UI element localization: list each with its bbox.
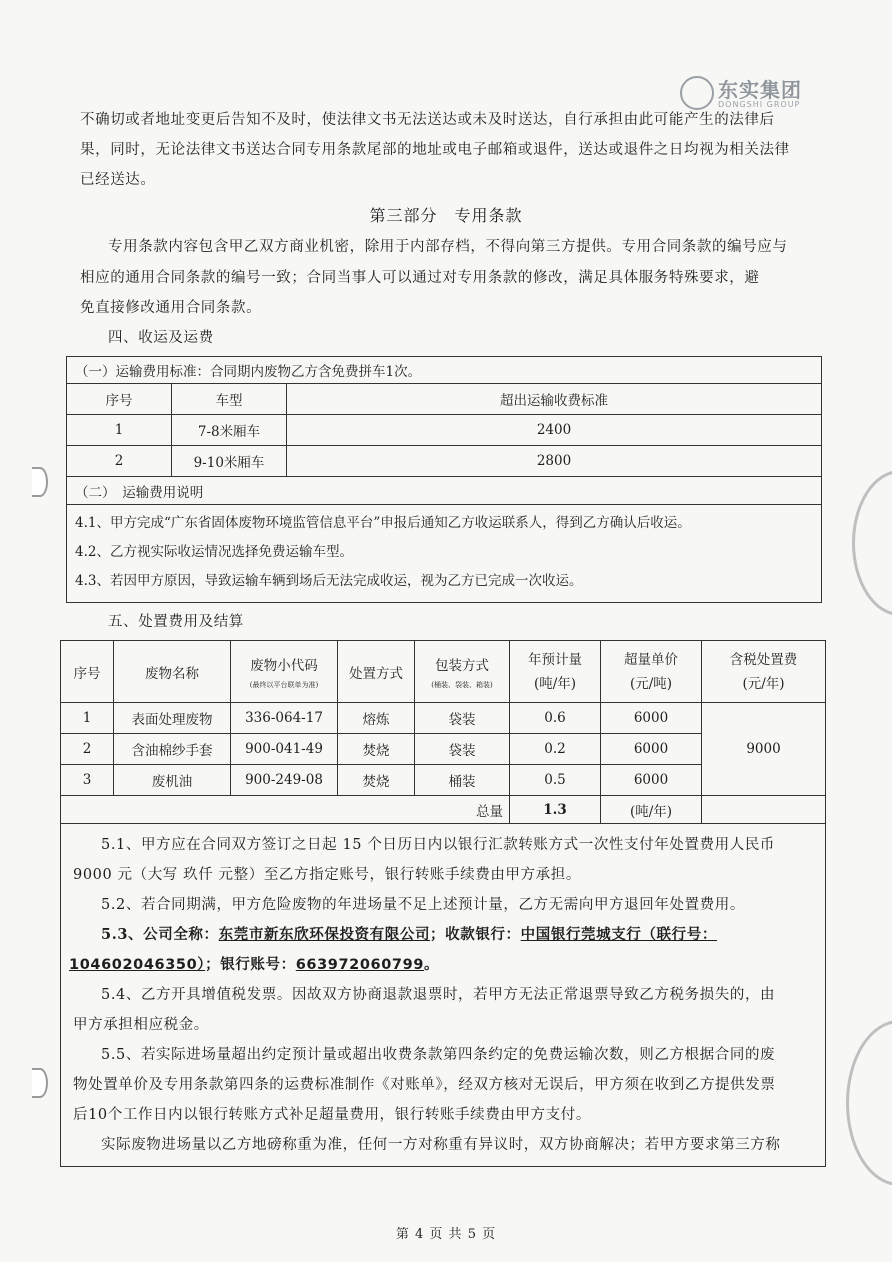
part-desc-line-2: 相应的通用合同条款的编号一致；合同当事人可以通过对专用条款的修改，满足具体服务特殊要求，避 [80,270,760,286]
intro-line-1: 不确切或者地址变更后告知不及时，使法律文书无法送达或未及时送达，自行承担由此可能产生的法律后 [80,112,775,128]
settlement-clauses [61,824,826,1167]
clause-5-3-bankno: 104602046350） [69,957,206,973]
clause-5-1-b: 9000 元（大写 玖仟 元整）至乙方指定账号，银行转账手续费由甲方承担。 [73,867,581,883]
transport-row-fee: 2400 [287,415,822,446]
disposal-header-fee [702,641,826,703]
part-desc-line-1: 专用条款内容包含甲乙双方商业机密，除用于内部存档，不得向第三方提供。专用合同条款的编号应与 [108,239,788,255]
disposal-header-amount-label: 年预计量 [528,651,582,668]
transport-notes [67,505,822,603]
disposal-row-amount: 0.6 [510,703,601,734]
disposal-table [60,640,826,1167]
disposal-row-package: 桶装 [415,765,510,796]
disposal-header-code-note: (最终以平台联单为准) [249,680,319,689]
intro-line-2: 果，同时，无论法律文书送达合同专用条款尾部的地址或电子邮箱或退件，送达或退件之日均视为相关法律 [80,142,790,158]
transport-header-fee: 超出运输收费标准 [287,384,822,415]
punch-hole-icon [32,1068,48,1098]
disposal-header-name: 废物名称 [114,641,231,703]
transport-row-type: 7-8米厢车 [172,415,287,446]
clause-5-3-label-2: ；收款银行： [430,926,521,943]
clause-5-3 [61,920,825,950]
disposal-header-amount [510,641,601,703]
transport-note-3: 4.3、若因甲方原因，导致运输车辆到场后无法完成收运，视为乙方已完成一次收运。 [75,573,583,589]
transport-row-no: 2 [67,446,172,477]
disposal-header-fee-label: 含税处置费 [729,651,798,668]
disposal-row-name: 废机油 [114,765,231,796]
disposal-row-price: 6000 [601,765,702,796]
disposal-row-name: 表面处理废物 [114,703,231,734]
transport-note-1: 4.1、甲方完成“广东省固体废物环境监管信息平台”申报后通知乙方收运联系人，得到乙方确认后收运。 [75,515,691,531]
disposal-row-code: 900-249-08 [231,765,338,796]
disposal-row-name: 含油棉纱手套 [114,734,231,765]
logo-circle-icon [680,76,714,110]
disposal-row-amount: 0.2 [510,734,601,765]
disposal-header-price [601,641,702,703]
intro-line-3: 已经送达。 [80,172,156,188]
transport-row-fee: 2800 [287,446,822,477]
disposal-header-fee-unit: (元/年) [742,675,785,692]
disposal-row-method: 熔炼 [338,703,415,734]
transport-header-no: 序号 [67,384,172,415]
clause-5-1-a: 5.1、甲方应在合同双方签订之日起 15 个日历日内以银行汇款转账方式一次性支付年处置费用人民币 [101,837,776,853]
clause-5-4-b: 甲方承担相应税金。 [73,1017,209,1033]
disposal-total-label: 总量 [61,796,510,824]
disposal-header-price-label: 超量单价 [624,651,678,668]
disposal-row-amount: 0.5 [510,765,601,796]
punch-hole-icon [32,467,48,497]
disposal-header-price-unit: (元/吨) [629,675,673,692]
transport-row-no: 1 [67,415,172,446]
logo-subtext: DONGSHI GROUP [718,100,801,109]
page-footer: 第 4 页 共 5 页 [395,1227,497,1242]
clause-5-2: 5.2、若合同期满，甲方危险废物的年进场量不足上述预计量，乙方无需向甲方退回年处置费用。 [101,897,745,913]
clause-5-5-a: 5.5、若实际进场量超出约定预计量或超出收费条款第四条约定的免费运输次数，则乙方根据合同的废 [101,1047,776,1063]
transport-note-2: 4.2、乙方视实际收运情况选择免费运输车型。 [75,544,353,560]
company-logo [680,74,820,114]
disposal-header-code [231,641,338,703]
table-row [61,703,826,734]
seal-stamp-icon [846,1020,892,1186]
disposal-total-fee: 9000 [702,703,826,796]
section4-title: 四、收运及运费 [108,330,214,346]
clause-5-3-label-3: ；银行账号： [205,957,296,973]
disposal-total-amount: 1.3 [510,796,601,824]
disposal-row-price: 6000 [601,703,702,734]
disposal-row-price: 6000 [601,734,702,765]
disposal-row-no: 3 [61,765,114,796]
disposal-header-method: 处置方式 [338,641,415,703]
clause-5-4-a: 5.4、乙方开具增值税发票。因故双方协商退款退票时，若甲方无法正常退票导致乙方税务损失的，由 [101,987,776,1003]
disposal-row-no: 1 [61,703,114,734]
transport-standard: （一）运输费用标准：合同期内废物乙方含免费拼车1次。 [67,357,822,384]
disposal-header-code-label: 废物小代码 [250,657,318,674]
clause-5-3-bank: 中国银行莞城支行（联行号： [520,926,717,943]
disposal-header-no: 序号 [61,641,114,703]
disposal-row-method: 焚烧 [338,765,415,796]
clause-5-3-account: 663972060799 [295,957,425,973]
part-desc-line-3: 免直接修改通用合同条款。 [80,300,262,316]
clause-5-3-cont [61,950,825,980]
clause-5-5-c: 后10个工作日内以银行转账方式补足超量费用，银行转账手续费由甲方支付。 [73,1107,591,1123]
part-title: 第三部分 专用条款 [369,206,523,225]
disposal-row-package: 袋装 [415,734,510,765]
disposal-row-code: 336-064-17 [231,703,338,734]
disposal-header-amount-unit: (吨/年) [533,675,577,692]
clause-5-5-b: 物处置单价及专用条款第四条的运费标准制作《对账单》，经双方核对无误后，甲方须在收到乙方提供发票 [73,1077,776,1093]
disposal-header-package-note: (桶装、袋装、箱装) [431,680,493,689]
clause-5-3-company: 东莞市新东欣环保投资有限公司 [218,926,431,943]
section5-title: 五、处置费用及结算 [108,614,244,630]
transport-header-type: 车型 [172,384,287,415]
disposal-total-blank [702,796,826,824]
disposal-row-code: 900-041-49 [231,734,338,765]
disposal-header-package [415,641,510,703]
disposal-row-package: 袋装 [415,703,510,734]
disposal-row-method: 焚烧 [338,734,415,765]
disposal-header-package-label: 包装方式 [435,657,489,674]
disposal-total-unit: (吨/年) [601,796,702,824]
seal-stamp-icon [852,470,892,616]
transport-table [66,356,822,603]
transport-row-type: 9-10米厢车 [172,446,287,477]
clause-5-6: 实际废物进场量以乙方地磅称重为准，任何一方对称重有异议时，双方协商解决；若甲方要求第三方称 [101,1137,781,1153]
disposal-row-no: 2 [61,734,114,765]
clause-5-3-label-1: 5.3、公司全称： [101,926,219,943]
transport-note-title: （二） 运输费用说明 [67,477,822,505]
clause-5-3-end: 。 [424,957,440,973]
logo-text: 东实集团 [718,78,802,102]
